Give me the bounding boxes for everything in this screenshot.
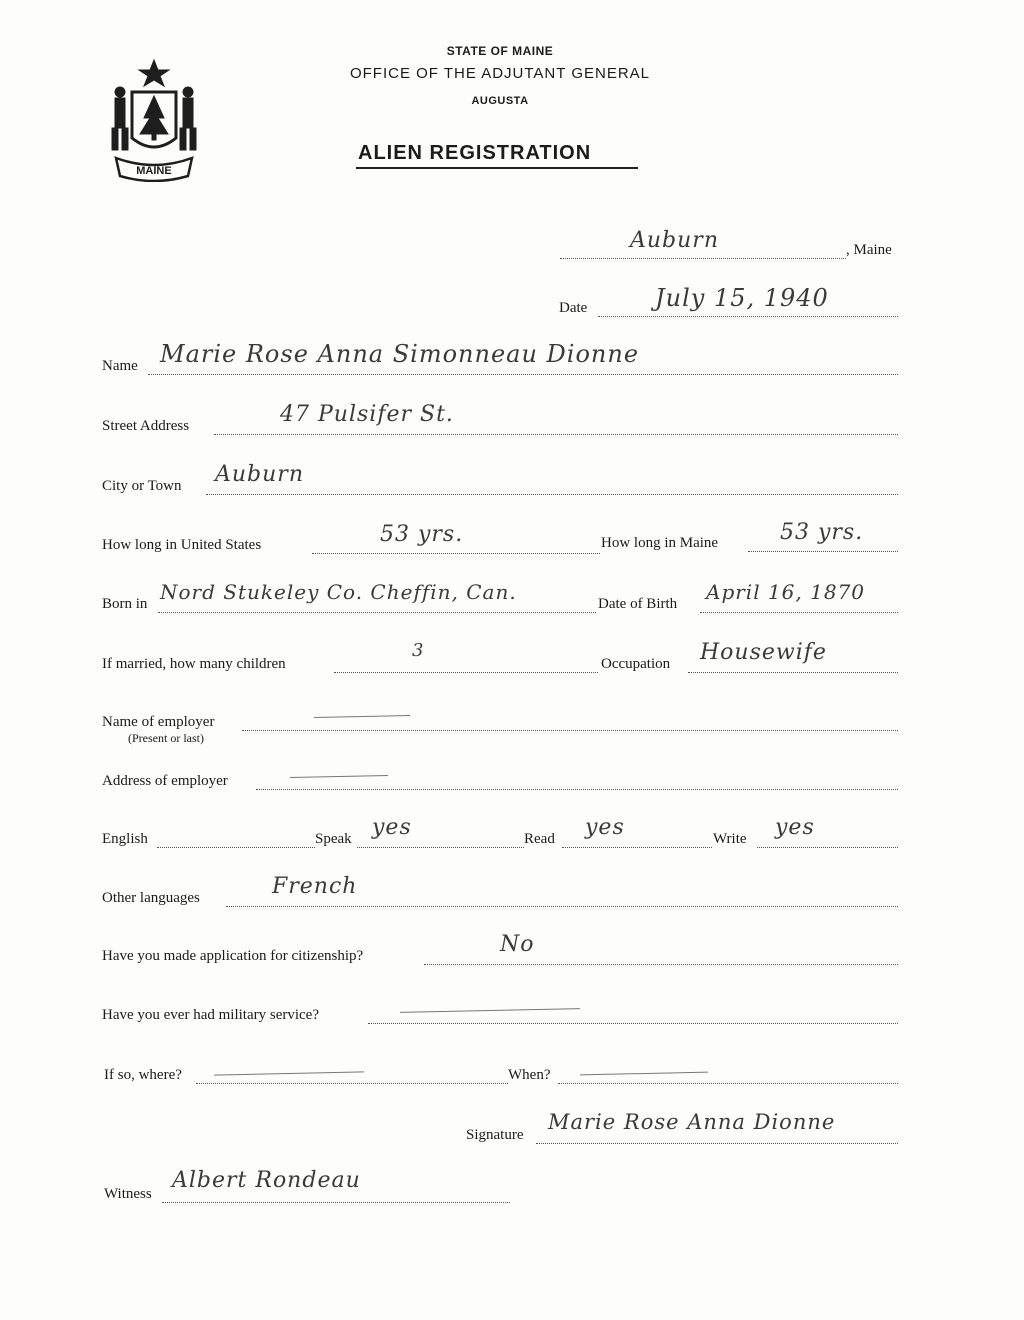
date-value: July 15, 1940 (655, 284, 829, 312)
military-dash (400, 1008, 580, 1013)
maine-state-seal-icon (98, 58, 210, 182)
occupation-line (688, 672, 898, 673)
citizenship-value: No (500, 932, 535, 957)
read-line (562, 847, 712, 848)
dob-line (700, 612, 898, 613)
when-label: When? (508, 1067, 551, 1083)
children-label: If married, how many children (102, 656, 286, 672)
us-time-value: 53 yrs. (380, 522, 464, 547)
us-time-label: How long in United States (102, 537, 262, 553)
place-suffix: , Maine (846, 242, 892, 258)
office-heading: OFFICE OF THE ADJUTANT GENERAL (349, 65, 651, 82)
witness-label: Witness (104, 1186, 152, 1202)
english-label: English (102, 831, 148, 847)
signature-value: Marie Rose Anna Dionne (548, 1110, 836, 1134)
seal-banner-text: MAINE (136, 165, 172, 177)
speak-label: Speak (315, 831, 352, 847)
employer-address-line (256, 789, 898, 790)
read-label: Read (524, 831, 555, 847)
when-dash (580, 1072, 708, 1076)
witness-value: Albert Rondeau (172, 1168, 361, 1193)
date-label: Date (559, 300, 588, 316)
street-line (214, 434, 898, 435)
employer-address-label: Address of employer (102, 773, 228, 789)
english-line (157, 847, 315, 848)
city-heading: AUGUSTA (471, 95, 529, 107)
city-value: Auburn (215, 462, 304, 487)
other-languages-value: French (272, 874, 358, 899)
city-line (206, 494, 898, 495)
speak-line (357, 847, 524, 848)
citizenship-line (424, 964, 898, 965)
dob-value: April 16, 1870 (706, 580, 866, 604)
state-heading: STATE OF MAINE (446, 44, 554, 58)
occupation-label: Occupation (601, 656, 671, 672)
where-label: If so, where? (104, 1067, 182, 1083)
write-line (757, 847, 898, 848)
born-value: Nord Stukeley Co. Cheffin, Can. (160, 580, 517, 604)
date-line (598, 316, 898, 317)
other-languages-line (226, 906, 898, 907)
place-line (560, 258, 846, 259)
military-line (368, 1023, 898, 1024)
us-time-line (312, 553, 600, 554)
employer-line (242, 730, 898, 731)
maine-time-line (748, 551, 898, 552)
name-label: Name (102, 358, 138, 374)
children-value: 3 (412, 640, 425, 661)
employer-sublabel: (Present or last) (128, 731, 204, 745)
signature-line (536, 1143, 898, 1144)
born-label: Born in (102, 596, 148, 612)
where-dash (214, 1071, 364, 1075)
when-line (558, 1083, 898, 1084)
write-value: yes (775, 815, 815, 840)
place-value: Auburn (630, 228, 719, 253)
read-value: yes (585, 815, 625, 840)
name-line (148, 374, 898, 375)
speak-value: yes (372, 815, 412, 840)
street-value: 47 Pulsifer St. (280, 402, 454, 427)
witness-line (162, 1202, 510, 1203)
employer-address-dash (290, 775, 388, 778)
signature-label: Signature (466, 1127, 524, 1143)
city-label: City or Town (102, 478, 182, 494)
occupation-value: Housewife (700, 640, 827, 665)
where-line (196, 1083, 508, 1084)
form-title: ALIEN REGISTRATION (358, 142, 592, 164)
name-value: Marie Rose Anna Simonneau Dionne (160, 340, 640, 368)
born-line (158, 612, 596, 613)
write-label: Write (713, 831, 747, 847)
title-underline (356, 167, 638, 169)
citizenship-label: Have you made application for citizenship? (102, 948, 364, 964)
street-label: Street Address (102, 418, 190, 434)
other-languages-label: Other languages (102, 890, 200, 906)
employer-dash (314, 715, 410, 718)
maine-time-label: How long in Maine (601, 535, 719, 551)
employer-label: Name of employer (102, 714, 215, 730)
maine-time-value: 53 yrs. (780, 520, 864, 545)
children-line (334, 672, 598, 673)
dob-label: Date of Birth (598, 596, 678, 612)
military-label: Have you ever had military service? (102, 1007, 319, 1023)
